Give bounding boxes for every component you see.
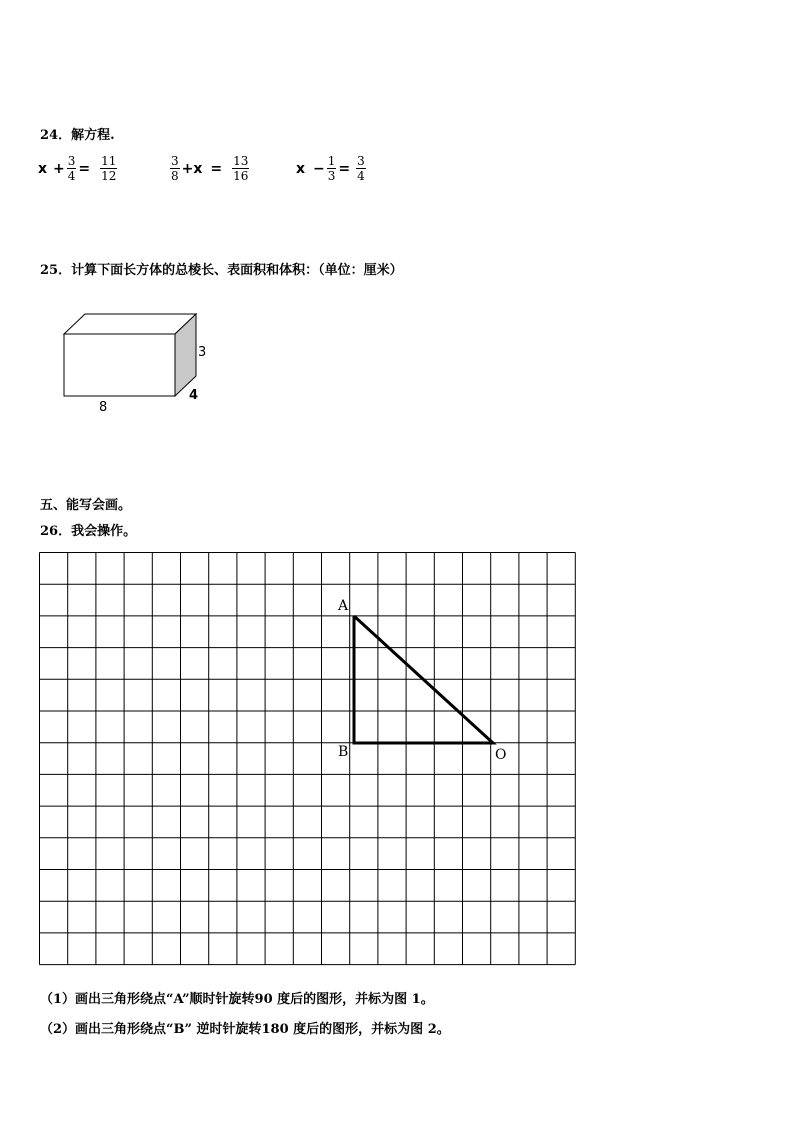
eq3-op: − (313, 160, 325, 177)
point-b-label: B (338, 744, 349, 760)
q25-title: 25．计算下面长方体的总棱长、表面积和体积：（单位：厘米） (40, 263, 403, 278)
equation-1 (38, 154, 117, 183)
cuboid-top-face (64, 314, 196, 334)
q24-title: 24．解方程. (40, 128, 115, 143)
cuboid-length-label: 8 (99, 400, 108, 415)
eq3-equals: = (338, 160, 351, 177)
q26-title: 26．我会操作。 (40, 524, 137, 539)
eq2-equals: = (210, 160, 223, 177)
point-a-label: A (338, 598, 349, 614)
section5-title: 五、能写会画。 (40, 498, 132, 513)
eq1-result: $\frac{11}{12}$ (101, 154, 117, 183)
eq1-op: + (53, 160, 65, 177)
eq3-frac: $\frac{1}{3}$ (327, 154, 336, 183)
eq1-x: x (38, 160, 48, 177)
eq1-equals: = (78, 160, 91, 177)
equation-2 (170, 154, 249, 183)
q26-task-1: （1）画出三角形绕点“A”顺时针旋转90 度后的图形，并标为图 1。 (40, 992, 434, 1007)
equation-3 (296, 154, 366, 183)
cuboid-height-label: 3 (198, 345, 207, 360)
eq2-result: $\frac{13}{16}$ (233, 154, 249, 183)
eq3-result: $\frac{3}{4}$ (357, 154, 365, 183)
eq3-x: x (296, 160, 306, 177)
point-o-label: O (495, 747, 507, 763)
q26-task-2: （2）画出三角形绕点“B” 逆时针旋转180 度后的图形，并标为图 2。 (40, 1022, 450, 1037)
eq1-frac: $\frac{3}{4}$ (67, 154, 76, 183)
cuboid-front-face (64, 334, 175, 396)
cuboid-width-label: 4 (189, 388, 199, 403)
cuboid-figure (60, 310, 200, 402)
eq2-frac: $\frac{3}{8}$ (171, 154, 179, 183)
eq2-op: +x (181, 160, 203, 177)
